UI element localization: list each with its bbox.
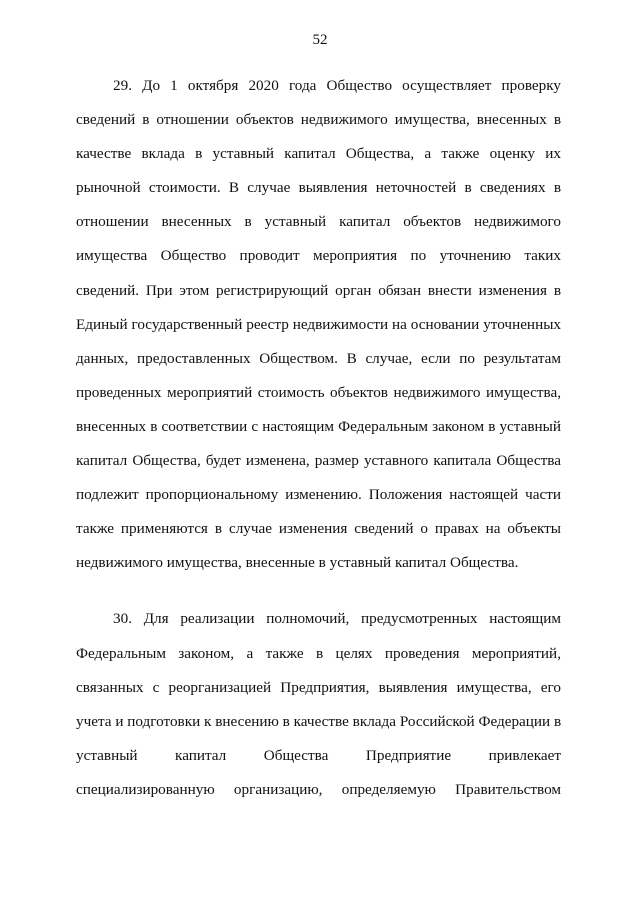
text-line: уставный капитал Общества Предприятие привлекает [76,746,561,764]
text-line: отношении внесенных в уставный капитал объектов недвижимого [76,213,561,231]
text-line: подлежит пропорциональному изменению. Положения настоящей части [76,486,561,504]
text-line: данных, предоставленных Обществом. В случае, если по результатам [76,349,561,367]
page-number: 52 [312,32,328,48]
text-line: 29. До 1 октября 2020 года Общество осуществляет проверку [113,77,561,94]
text-line: качестве вклада в уставный капитал Общества, а также оценку их [76,145,561,163]
text-line: капитал Общества, будет изменена, размер уставного капитала Общества [76,452,561,470]
paragraph-30 [76,602,561,807]
text-line: специализированную организацию, определяемую Правительством [76,780,561,798]
text-line: рыночной стоимости. В случае выявления неточностей в сведениях в [76,179,561,197]
text-line: недвижимого имущества, внесенные в уставный капитал Общества. [76,554,519,572]
paragraph-29 [76,69,561,580]
text-line: 30. Для реализации полномочий, предусмотренных настоящим [113,610,561,628]
text-line: сведений. При этом регистрирующий орган обязан внести изменения в [76,281,561,299]
text-line: сведений в отношении объектов недвижимого имущества, внесенных в [76,111,561,129]
text-line: Федеральным законом, а также в целях проведения мероприятий, [76,644,561,662]
text-line: учета и подготовки к внесению в качестве вклада Российской Федерации в [76,712,562,730]
text-line: внесенных в соответствии с настоящим Федеральным законом в уставный [76,417,561,435]
text-line: Единый государственный реестр недвижимости на основании уточненных [76,315,561,333]
paragraph-gap [76,580,561,602]
text-line: имущества Общество проводит мероприятия по уточнению таких [76,247,561,265]
text-line: проведенных мероприятий стоимость объектов недвижимого имущества, [76,383,561,401]
text-line: также применяются в случае изменения сведений о правах на объекты [76,520,561,538]
document-body [76,69,561,807]
text-line: связанных с реорганизацией Предприятия, выявления имущества, его [76,678,561,696]
